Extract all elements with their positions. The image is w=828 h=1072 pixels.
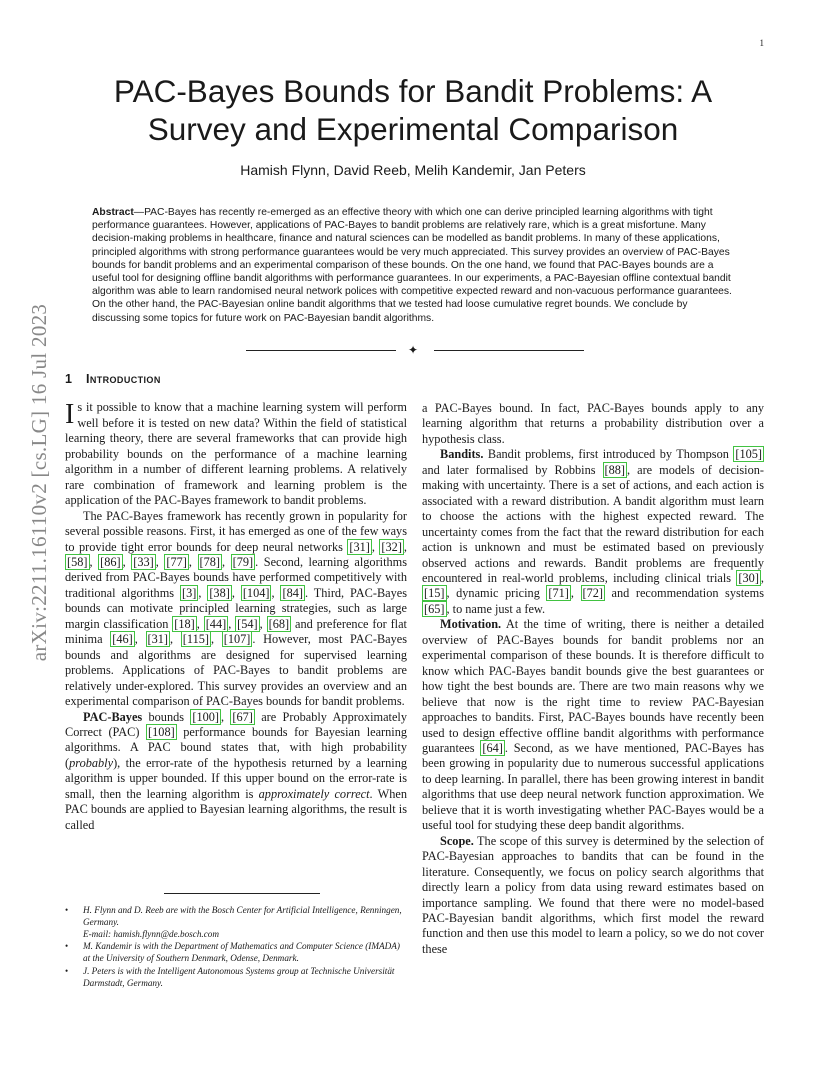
footnote-item (65, 941, 408, 965)
text-run: bounds (142, 709, 191, 724)
citation-link[interactable]: [46] (112, 632, 133, 647)
footnote-text: J. Peters is with the Intelligent Autonomous Systems group at Technische Universität Darmstadt, Germany. (83, 965, 395, 988)
text-run: The PAC-Bayes framework has recently grown in popularity for several possible reasons. First, it has emerged as one of the few ways to provide tight error bounds for deep neural networks (65, 508, 407, 554)
citation-link[interactable]: [33] (133, 554, 154, 569)
section-number: 1 (65, 372, 72, 386)
page-number: 1 (759, 38, 764, 48)
text-run: . However, most PAC-Bayes bounds and algorithms are designed for supervised learning problems. Applications of PAC-Bayes to bandit problems are relatively under-explored. This survey provides an overview and an experimental comparison of PAC-Bayes bounds for bandit problems. (65, 632, 407, 709)
text-run: , (259, 616, 267, 631)
arxiv-stamp-text: arXiv:2211.16110v2 [cs.LG] 16 Jul 2023 (27, 303, 52, 661)
text-run: The scope of this survey is determined by the selection of PAC-Bayesian approaches to bandits that can be found in the literature. Consequently, we focus on policy search algorithms that directly learn a policy from data using reward estimates based on importance sampling. We found that there were no model-based PAC-Bayesian bandit algorithms, which first model the reward function and then use this model to learn a policy, so we do not cover these (422, 833, 764, 956)
text-run: , (222, 554, 231, 569)
citation-link[interactable]: [84] (282, 585, 303, 600)
intro-paragraph-3 (65, 710, 407, 834)
citation-link[interactable]: [64] (482, 740, 503, 755)
citation-link[interactable]: [79] (232, 554, 254, 569)
citation-link[interactable]: [107] (223, 632, 251, 647)
text-run: and later formalised by Robbins (422, 462, 603, 477)
text-run: and recommendation systems (605, 586, 764, 601)
paragraph-runin-heading: Motivation. (440, 617, 502, 632)
scope-paragraph (422, 834, 764, 958)
bandits-paragraph (422, 447, 764, 617)
right-column (422, 401, 764, 957)
intro-paragraph-2 (65, 509, 407, 710)
bullet-icon: • (65, 905, 69, 915)
citation-link[interactable]: [44] (205, 616, 227, 631)
citation-link[interactable]: [3] (181, 585, 197, 600)
citation-link[interactable]: [104] (242, 585, 270, 600)
text-run: . Second, as we have mentioned, PAC-Bayes has been growing in popularity due to numerous successful applications to deep learning. In parallel, there has been growing interest in bandit algorithms that use deep neural network function approximation. We believe that it is worth investigating whether PAC-Bayes would be a useful tool for studying these deep bandit algorithms. (422, 740, 764, 833)
citation-link[interactable]: [15] (424, 586, 445, 601)
text-run: , (231, 585, 241, 600)
citation-link[interactable]: [78] (199, 554, 220, 569)
text-run: . Second, learning algorithms derived from PAC-Bayes bounds have performed competitively with traditional algorithms (65, 554, 407, 600)
arxiv-stamp[interactable] (12, 296, 68, 668)
text-run: , (89, 554, 99, 569)
text-run: ), the error-rate of the hypothesis returned by a learning algorithm is upper bounded. If this upper bound on the error-rate is small, then the learning algorithm is (65, 755, 407, 801)
citation-link[interactable]: [54] (237, 616, 258, 631)
text-run: , (403, 539, 407, 554)
citation-link[interactable]: [88] (604, 462, 626, 477)
citation-link[interactable]: [31] (349, 539, 370, 554)
text-run: , (155, 554, 165, 569)
text-run: , (570, 586, 581, 601)
title-line-1: PAC-Bayes Bounds for Bandit Problems: A (113, 73, 713, 109)
citation-link[interactable]: [108] (148, 724, 175, 739)
footnote-rule (164, 893, 320, 894)
text-run: , (170, 632, 181, 647)
paper-title (70, 72, 756, 148)
citation-link[interactable]: [32] (381, 539, 402, 554)
citation-link[interactable]: [67] (232, 709, 253, 724)
text-run: are Probably Approximately Correct (PAC) (65, 709, 407, 739)
text-run: . Third, PAC-Bayes bounds can motivate principled learning strategies, such as large margin classification (65, 585, 407, 631)
text-run: performance bounds for Bayesian learning algorithms. A PAC bound states that, with high probability ( (65, 724, 407, 770)
separator-line-left (246, 350, 396, 351)
citation-link[interactable]: [77] (166, 554, 187, 569)
text-run: , (210, 632, 222, 647)
bullet-icon: • (65, 965, 69, 976)
italic-term: approximately correct (258, 786, 370, 801)
author-list: Hamish Flynn, David Reeb, Melih Kandemir, Jan Peters (240, 162, 586, 178)
paragraph-runin-heading: Bandits. (440, 447, 484, 462)
abstract (92, 206, 737, 325)
citation-link[interactable]: [30] (738, 570, 759, 585)
citation-link[interactable]: [38] (209, 585, 230, 600)
text-run: , (271, 585, 281, 600)
text-run: At the time of writing, there is neither a detailed overview of PAC-Bayes bounds for bandit problems nor an experimental comparison of these bounds. It is therefore difficult to know which PAC-Bayes bandit bounds give the best guarantees or how tight the best bounds are. There are two main reasons why we believe that now is the right time to review PAC-Bayesian approaches to bandits. First, PAC-Bayes bounds have recently been used to design effective offline bandit algorithms with performance guarantees (422, 617, 764, 755)
text-run: . When PAC bounds are applied to Bayesian learning algorithms, the result is called (65, 786, 407, 832)
text-run: , (122, 554, 132, 569)
drop-cap: I (65, 399, 75, 431)
italic-term: probably (69, 755, 114, 770)
citation-link[interactable]: [68] (268, 616, 290, 631)
footnote-item (65, 966, 408, 990)
section-heading (65, 372, 407, 387)
text-run: , (371, 539, 380, 554)
footnote-text: H. Flynn and D. Reeb are with the Bosch Center for Artificial Intelligence, Renningen, Germany. (83, 905, 402, 927)
citation-link[interactable]: [58] (67, 554, 88, 569)
paragraph-runin-heading: Scope. (440, 833, 474, 848)
text-run: , (760, 570, 764, 585)
text-run: , (228, 616, 236, 631)
text-run: , (134, 632, 146, 647)
citation-link[interactable]: [86] (100, 554, 121, 569)
text-run: , dynamic pricing (446, 586, 547, 601)
separator-diamond-icon: ✦ (408, 343, 419, 357)
abstract-label: Abstract (92, 207, 134, 218)
pac-bayes-runin: PAC-Bayes (83, 709, 143, 724)
citation-link[interactable]: [100] (192, 709, 219, 724)
citation-link[interactable]: [71] (548, 586, 569, 601)
text-run: , (188, 554, 198, 569)
intro-paragraph-1 (65, 400, 407, 508)
text-run: , to name just a few. (446, 601, 546, 616)
intro-paragraph-1-text: s it possible to know that a machine learning system will perform well before it is tested on new data? Within the field of statistical learning theory, there are several frameworks that can provide high probability bounds on the performance of a machine learning algorithm in a number of different learning problems. A relatively rare combination of framework and learning problem is the application of the PAC-Bayes framework to bandit problems. (65, 400, 407, 508)
citation-link[interactable]: [105] (735, 447, 762, 462)
separator-line-right (434, 350, 584, 351)
text-run: , (221, 709, 231, 724)
footnote-item (65, 905, 408, 940)
citation-link[interactable]: [18] (174, 616, 195, 631)
text-run: , (198, 585, 208, 600)
title-line-2: Survey and Experimental Comparison (147, 111, 679, 147)
bullet-icon: • (65, 941, 69, 952)
text-run: Bandit problems, first introduced by Thompson (483, 447, 734, 462)
section-title: Introduction (85, 372, 161, 386)
citation-link[interactable]: [31] (147, 632, 169, 647)
text-run: and preference for flat minima (65, 616, 407, 647)
citation-link[interactable]: [65] (424, 601, 445, 616)
citation-link[interactable]: [72] (582, 586, 604, 601)
footnote-list (65, 905, 408, 991)
text-run: , are models of decision-making with uncertainty. There is a set of actions, and each action is associated with a reward distribution. A bandit algorithm must learn to choose the actions with the highest expected reward. The uncertainty comes from the fact that the reward distribution for each action is unknown and must be estimated based on previously observed actions and rewards. Bandit problems are frequently encountered in real-world problems, including clinical trials (422, 462, 764, 585)
citation-link[interactable]: [115] (182, 632, 209, 647)
text-run: , (196, 616, 204, 631)
abstract-text: —PAC-Bayes has recently re-emerged as an effective theory with which one can derive principled learning algorithms with tight performance guarantees. However, applications of PAC-Bayes to bandit problems are relatively rare, which is a great misfortune. Many decision-making problems in healthcare, finance and natural sciences can be modelled as bandit problems. In many of these applications, principled algorithms with strong performance guarantees would be very much appreciated. This survey provides an overview of PAC-Bayes bounds for bandit problems and an experimental comparison of these bounds. On the one hand, we found that PAC-Bayes bounds are a useful tool for designing offline bandit algorithms with performance guarantees. In our experiments, a PAC-Bayesian offline contextual bandit algorithm was able to learn randomised neural network polices with competitive expected reward and non-vacuous performance guarantees. On the other hand, the PAC-Bayesian online bandit algorithms that we tested had loose cumulative regret bounds. We conclude by discussing some topics for future work on PAC-Bayesian bandit algorithms. (92, 207, 732, 324)
motivation-paragraph (422, 617, 764, 833)
right-paragraph-continued: a PAC-Bayes bound. In fact, PAC-Bayes bounds apply to any learning algorithm that returns a probability distribution over a hypothesis class. (422, 401, 764, 446)
footnote-text: E-mail: hamish.flynn@de.bosch.com (83, 928, 220, 939)
left-column (65, 372, 407, 833)
footnote-text: M. Kandemir is with the Department of Mathematics and Computer Science (IMADA) at the University of Southern Denmark, Odense, Denmark. (83, 941, 400, 964)
section-separator (246, 343, 584, 357)
